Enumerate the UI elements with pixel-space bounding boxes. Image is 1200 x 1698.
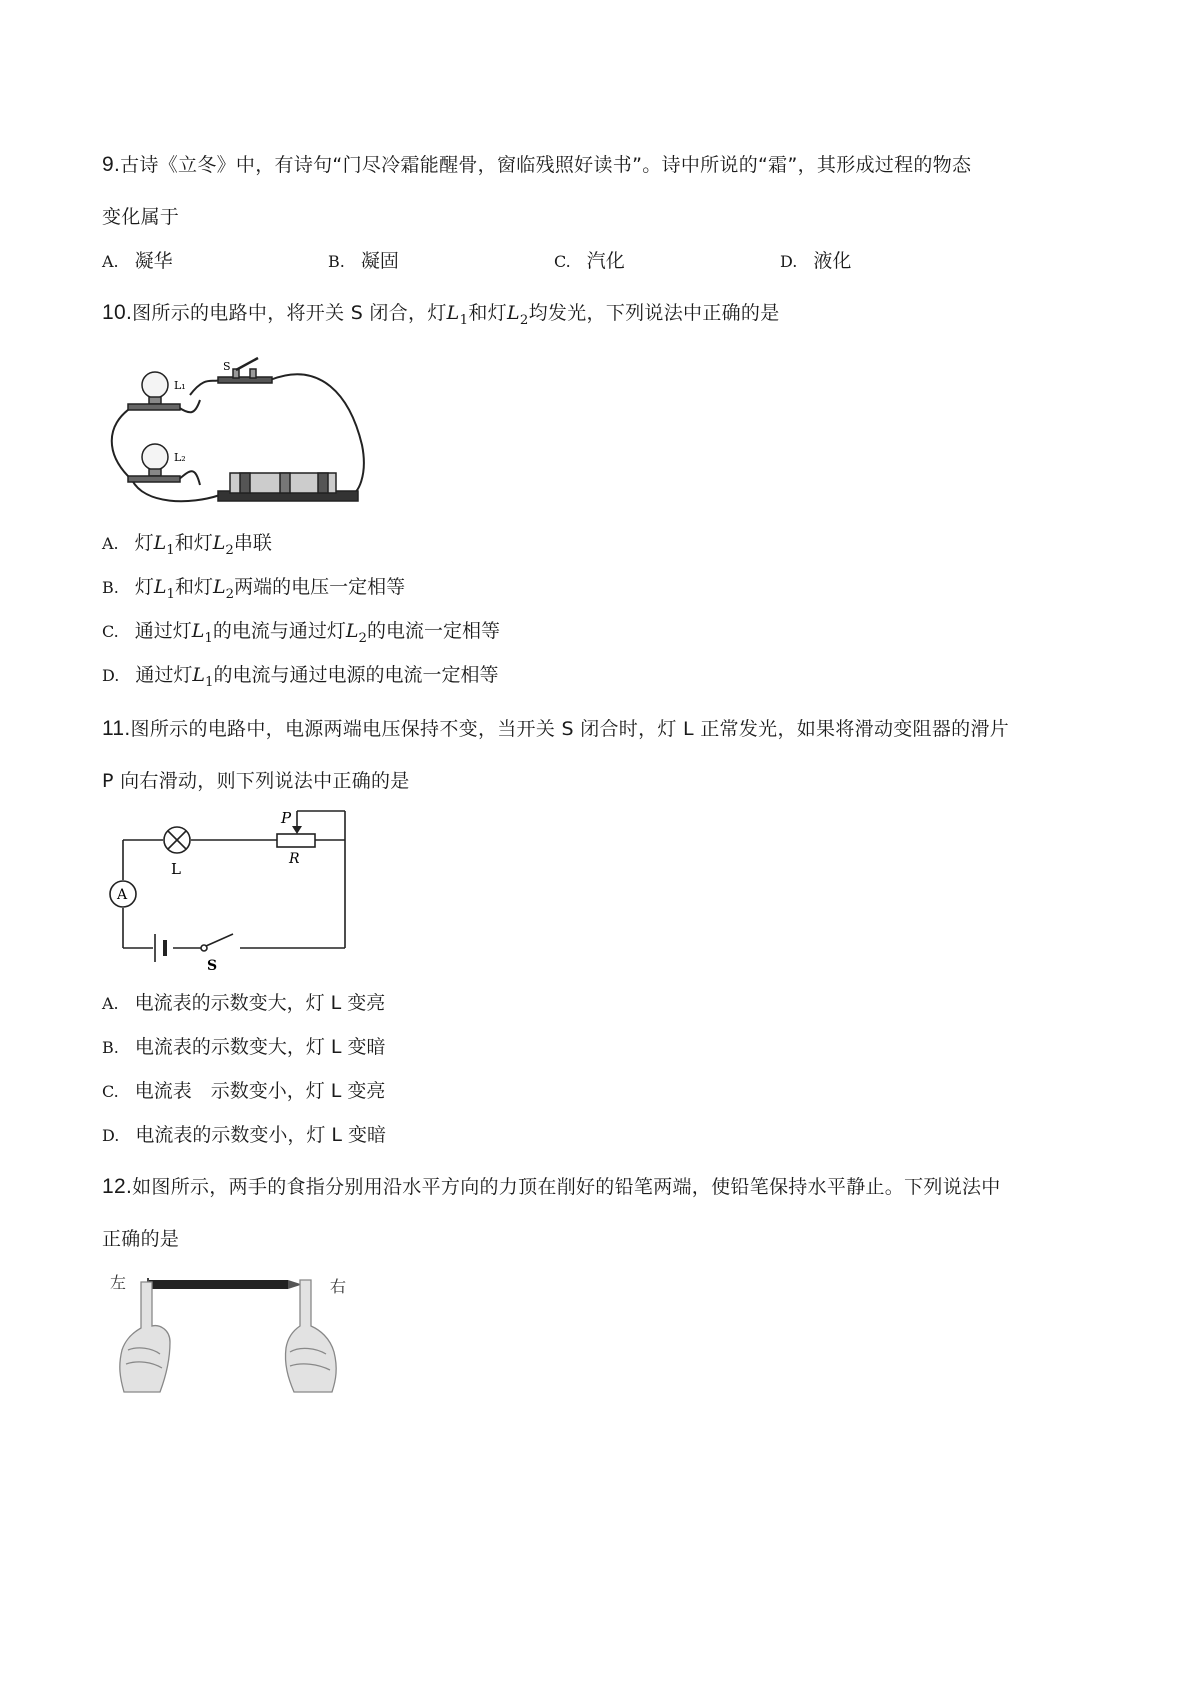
wire — [132, 480, 220, 501]
switch-icon — [201, 934, 233, 951]
option-text: 电流表 示数变小，灯 L 变亮 — [134, 1080, 386, 1102]
q12-pencil-figure — [108, 1268, 358, 1403]
option-text: 电流表的示数变大，灯 L 变暗 — [134, 1036, 386, 1058]
q10-stem — [102, 298, 780, 328]
option-text: 凝华 — [134, 250, 173, 272]
option-text: 灯 — [134, 532, 154, 554]
q11-number: 11. — [102, 717, 131, 740]
option-letter: D. — [780, 252, 798, 271]
option-letter: C. — [102, 1082, 119, 1101]
q10-stem-part: 图所示的电路中，将开关 S 闭合，灯 — [132, 302, 447, 324]
option-text: 汽化 — [586, 250, 625, 272]
option-text: 两端的电压一定相等 — [234, 576, 406, 598]
option-letter: A. — [102, 534, 119, 553]
q10-option-d[interactable] — [102, 660, 498, 690]
lamp-l2-symbol: $L_2$ — [212, 532, 234, 558]
wire — [190, 380, 220, 395]
option-letter: A. — [102, 252, 119, 271]
q11-option-b[interactable] — [102, 1032, 386, 1059]
wire — [233, 937, 345, 948]
slider-arrow-icon — [292, 826, 302, 834]
option-letter: B. — [102, 1038, 119, 1057]
q10-circuit-figure — [100, 355, 370, 515]
option-letter: D. — [102, 666, 120, 685]
lamp-l1-symbol: $L_1$ — [153, 576, 175, 602]
lamp-l1-symbol: $L_1$ — [191, 620, 213, 646]
wire — [178, 400, 200, 412]
lamp-l2-label: L₂ — [174, 451, 186, 464]
rheostat-label: R — [289, 851, 300, 867]
q10-stem-part: 和灯 — [468, 302, 507, 324]
q10-option-a[interactable] — [102, 528, 272, 558]
lamp-l2-symbol: $L_2$ — [212, 576, 235, 602]
q9-option-a[interactable] — [102, 246, 173, 273]
pencil — [148, 1278, 302, 1291]
q9-option-b[interactable] — [328, 246, 399, 273]
option-text: 电流表的示数变大，灯 L 变亮 — [134, 992, 386, 1014]
option-text: 凝固 — [360, 250, 399, 272]
q9-option-d[interactable] — [780, 246, 851, 273]
option-text: 和灯 — [174, 532, 213, 554]
option-text: 串联 — [233, 532, 272, 554]
option-letter: A. — [102, 994, 119, 1013]
left-hand — [120, 1282, 170, 1392]
option-letter: B. — [102, 578, 119, 597]
switch-label: S — [223, 360, 231, 373]
q12-stem-line1 — [102, 1172, 1001, 1199]
lamp-icon — [164, 827, 190, 853]
option-text: 和灯 — [174, 576, 213, 598]
option-text: 通过灯 — [135, 664, 193, 686]
lamp-label: L — [171, 860, 181, 878]
q11-stem-line2: P 向右滑动，则下列说法中正确的是 — [102, 770, 410, 792]
ammeter-label: A — [117, 887, 128, 903]
rheostat-resistor — [277, 834, 315, 847]
wire — [112, 407, 132, 480]
option-text: 液化 — [813, 250, 852, 272]
q12-stem-text: 如图所示，两手的食指分别用沿水平方向的力顶在削好的铅笔两端，使铅笔保持水平静止。下列说法中 — [132, 1176, 1001, 1198]
lamp-l2-bulb — [128, 444, 180, 482]
q9-option-c[interactable] — [554, 246, 625, 273]
q10-stem-part: 均发光，下列说法中正确的是 — [528, 302, 780, 324]
option-text: 通过灯 — [134, 620, 192, 642]
right-hand — [285, 1280, 336, 1392]
q11-option-a[interactable] — [102, 988, 385, 1015]
q9-stem-line1 — [102, 150, 971, 177]
lamp-l1-bulb — [128, 372, 180, 410]
lamp-l1-label: L₁ — [174, 379, 186, 392]
q11-stem-text: 图所示的电路中，电源两端电压保持不变，当开关 S 闭合时，灯 L 正常发光，如果将滑动变阻器的滑片 — [130, 718, 1010, 740]
option-text: 灯 — [134, 576, 154, 598]
option-text: 的电流一定相等 — [366, 620, 500, 642]
q11-option-c[interactable] — [102, 1076, 385, 1103]
option-letter: D. — [102, 1126, 120, 1145]
left-label: 左 — [110, 1273, 127, 1292]
slider-label: P — [281, 809, 292, 827]
q9-stem-text: 古诗《立冬》中，有诗句“门尽冷霜能醒骨，窗临残照好读书”。诗中所说的“霜”，其形成过程的物态 — [120, 154, 972, 176]
q9-stem-line2: 变化属于 — [102, 206, 180, 228]
lamp-l2-symbol: $L_2$ — [345, 620, 367, 646]
q12-number: 12. — [102, 1175, 133, 1198]
q10-option-b[interactable] — [102, 572, 405, 602]
q11-option-d[interactable] — [102, 1120, 386, 1147]
q12-stem-line2: 正确的是 — [102, 1228, 180, 1250]
wire — [178, 471, 200, 485]
switch-label: S — [207, 958, 218, 974]
lamp-l1-symbol: $L_1$ — [446, 302, 469, 328]
lamp-l2-symbol: $L_2$ — [506, 302, 529, 328]
lamp-l1-symbol: $L_1$ — [153, 532, 175, 558]
option-letter: C. — [554, 252, 571, 271]
option-text: 的电流与通过灯 — [212, 620, 346, 642]
option-text: 电流表的示数变小，灯 L 变暗 — [135, 1124, 387, 1146]
option-text: 的电流与通过电源的电流一定相等 — [213, 664, 499, 686]
option-letter: C. — [102, 622, 119, 641]
option-letter: B. — [328, 252, 345, 271]
right-label: 右 — [330, 1277, 347, 1296]
q10-option-c[interactable] — [102, 616, 500, 646]
lamp-l1-symbol: $L_1$ — [192, 664, 214, 690]
q9-number: 9. — [102, 153, 121, 176]
battery-icon — [155, 934, 165, 962]
q11-circuit-figure — [105, 808, 355, 973]
q11-stem-line1 — [102, 714, 1009, 741]
q10-number: 10. — [102, 301, 133, 324]
battery-holder — [218, 473, 358, 501]
